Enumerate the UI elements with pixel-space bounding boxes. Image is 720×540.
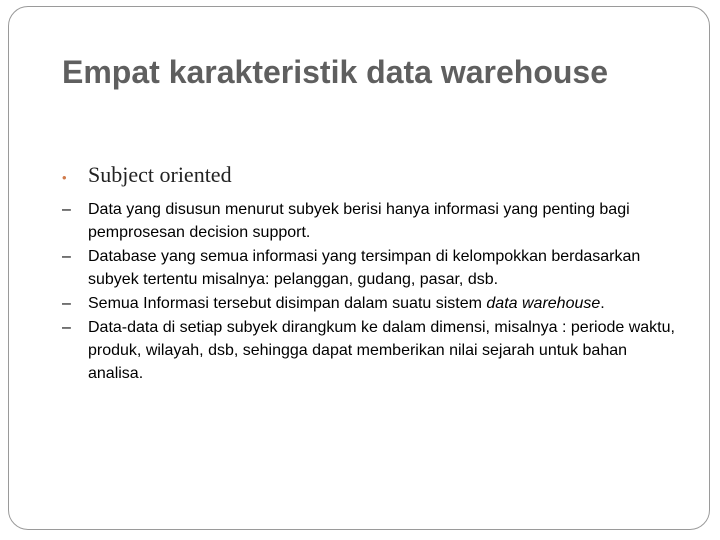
sub-bullet-text: Database yang semua informasi yang tersimpan di kelompokkan berdasarkan subyek tertentu misalnya: pelanggan, gudang, pasar, dsb. (88, 248, 641, 288)
dash-icon: – (62, 319, 71, 336)
sub-bullet-text: Semua Informasi tersebut disimpan dalam suatu sistem (88, 295, 487, 312)
sub-bullet-italic-text: data warehouse (486, 295, 601, 312)
sub-bullet-text-end: . (600, 295, 605, 312)
sub-bullet-item (62, 245, 682, 291)
slide-title: Empat karakteristik data warehouse (62, 54, 609, 90)
sub-bullet-item (62, 292, 682, 315)
dash-icon: – (62, 295, 71, 312)
main-bullet (62, 162, 232, 188)
dash-icon: – (62, 248, 71, 265)
bullet-text: Subject oriented (88, 162, 232, 187)
sub-bullet-text: Data yang disusun menurut subyek berisi hanya informasi yang penting bagi pemprosesan decision support. (88, 201, 630, 241)
sub-bullet-text: Data-data di setiap subyek dirangkum ke dalam dimensi, misalnya : periode waktu, produk, wilayah, dsb, sehingga dapat memberikan nilai sejarah untuk bahan analisa. (88, 319, 675, 382)
dash-icon: – (62, 201, 71, 218)
sub-bullet-list (62, 198, 682, 386)
sub-bullet-item (62, 316, 682, 385)
bullet-dot-icon: • (62, 170, 67, 185)
sub-bullet-item (62, 198, 682, 244)
